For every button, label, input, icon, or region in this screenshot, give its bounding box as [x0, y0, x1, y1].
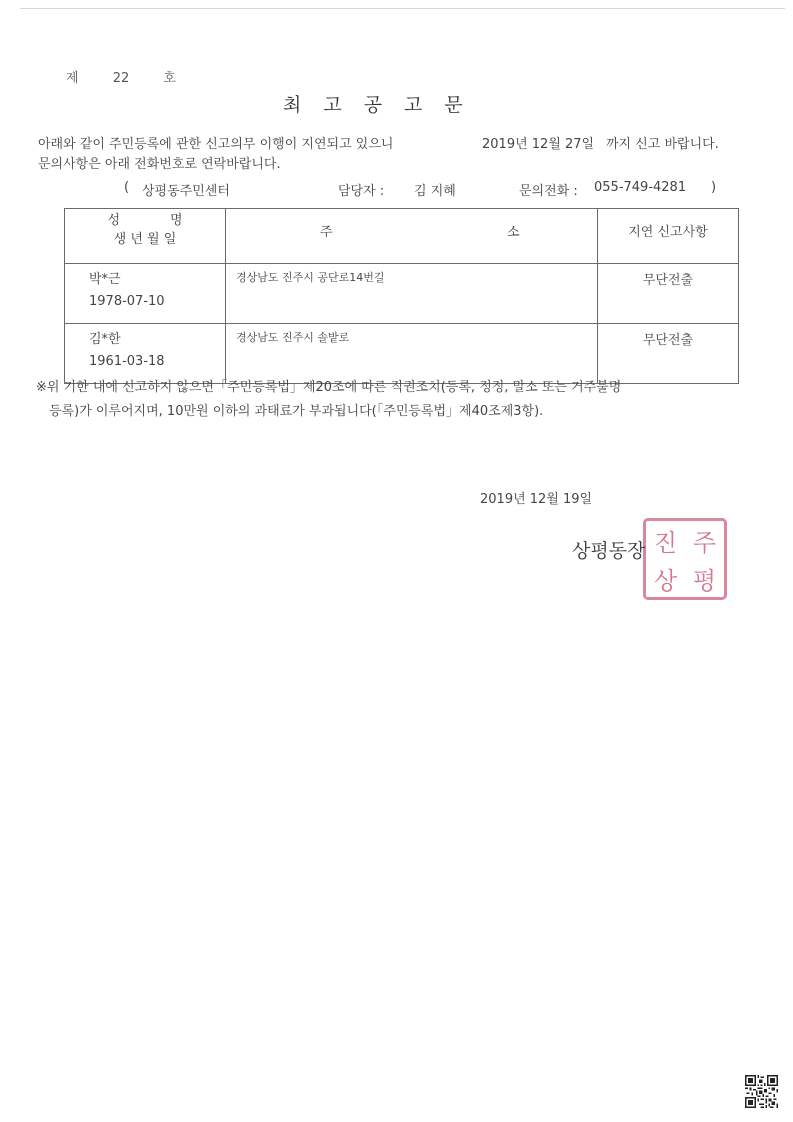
cell-address: 경상남도 진주시 공단로14번길	[226, 264, 598, 324]
issuer-name: 상평동장	[572, 540, 646, 562]
cell-name: 박*근	[89, 272, 121, 287]
header-status: 지연 신고사항	[598, 209, 739, 264]
contact-phone-label: 문의전화 :	[519, 184, 578, 199]
doc-number-prefix: 제	[66, 71, 79, 86]
cell-name: 김*한	[89, 332, 121, 347]
seal-char: 평	[692, 566, 717, 595]
cell-address: 경상남도 진주시 솔밭로	[226, 324, 598, 384]
cell-status: 무단전출	[598, 264, 739, 324]
header-birth: 생 년 월 일	[113, 232, 177, 247]
issue-date: 2019년 12월 19일	[480, 492, 593, 507]
deadline-date: 2019년 12월 27일	[482, 137, 595, 152]
contact-open-paren: (	[124, 180, 130, 195]
seal-char: 주	[692, 528, 717, 557]
header-name-birth	[65, 209, 226, 264]
cell-name-birth	[65, 324, 226, 384]
table-row	[65, 264, 739, 324]
header-address-2: 소	[507, 225, 520, 240]
cell-birth: 1978-07-10	[89, 294, 165, 309]
doc-number-suffix: 호	[163, 71, 176, 86]
legal-notice-line-2: 등록)가 이루어지며, 10만원 이하의 과태료가 부과됩니다(「주민등록법」제40조제3항).	[49, 404, 544, 419]
contact-manager: 김 지혜	[414, 184, 456, 199]
header-address-1: 주	[320, 225, 333, 240]
official-seal	[643, 518, 727, 600]
qr-code-icon	[745, 1075, 778, 1108]
document-number	[66, 67, 176, 86]
intro-line-1: 아래와 같이 주민등록에 관한 신고의무 이행이 지연되고 있으니	[38, 137, 394, 152]
seal-char: 상	[653, 566, 678, 595]
seal-char: 진	[653, 528, 678, 557]
page-title: 최고공고문	[283, 94, 485, 116]
cell-status: 무단전출	[598, 324, 739, 384]
table-row	[65, 324, 739, 384]
overdue-table	[64, 208, 739, 384]
header-name-2: 명	[170, 213, 183, 228]
intro-line-2: 문의사항은 아래 전화번호로 연락바랍니다.	[38, 157, 281, 172]
contact-phone: 055-749-4281	[594, 180, 687, 195]
doc-number-value: 22	[112, 71, 130, 86]
header-address	[226, 209, 598, 264]
contact-close-paren: )	[711, 180, 717, 195]
header-name-1: 성	[107, 213, 120, 228]
legal-notice-line-1: ※위 기한 내에 신고하지 않으면「주민등록법」제20조에 따른 직권조치(등록, 정정, 말소 또는 거주불명	[36, 380, 622, 395]
top-border	[20, 8, 785, 9]
contact-manager-label: 담당자 :	[338, 184, 385, 199]
table-header-row	[65, 209, 739, 264]
legal-notice	[36, 376, 621, 424]
cell-birth: 1961-03-18	[89, 354, 165, 369]
contact-office: 상평동주민센터	[142, 184, 230, 199]
cell-name-birth	[65, 264, 226, 324]
intro-line-1-end: 까지 신고 바랍니다.	[606, 137, 719, 152]
